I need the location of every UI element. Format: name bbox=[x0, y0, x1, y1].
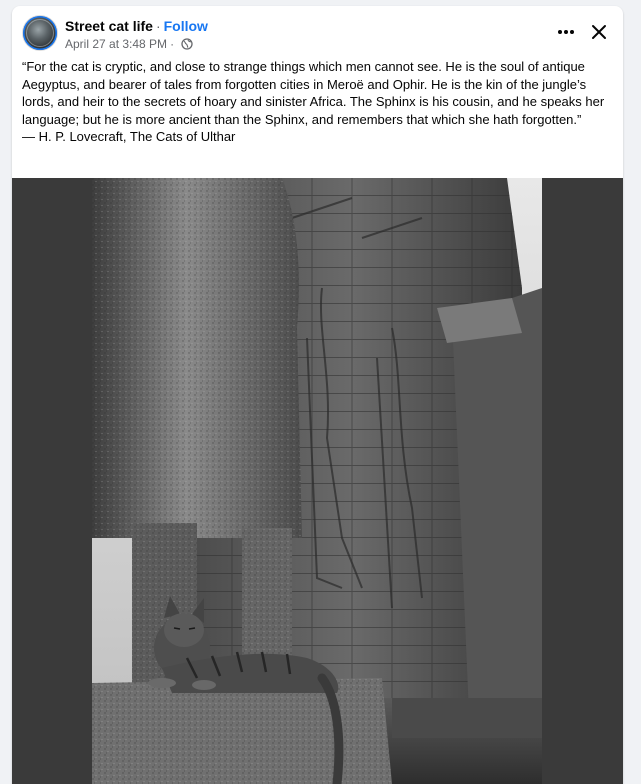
close-icon bbox=[591, 24, 607, 40]
post-timestamp-link[interactable]: April 27 at 3:48 PM bbox=[65, 37, 168, 51]
follow-button[interactable]: Follow bbox=[163, 18, 208, 34]
title-separator: · bbox=[155, 18, 161, 34]
post-caption bbox=[22, 58, 616, 146]
caption-attribution: — H. P. Lovecraft, The Cats of Ulthar bbox=[22, 129, 236, 145]
post-header bbox=[12, 6, 623, 58]
post-meta bbox=[65, 36, 193, 52]
feed-post bbox=[12, 6, 623, 784]
photo-statue-cat bbox=[92, 178, 542, 784]
page-name-link[interactable]: Street cat life bbox=[65, 18, 153, 34]
post-photo[interactable] bbox=[92, 178, 542, 784]
caption-quote: “For the cat is cryptic, and close to strange things which men cannot see. He is the soul of antique Aegyptus, and bearer of tales from forgotten cities in Meroë and Ophir. He is the kin of the jungle’s lords, and heir to the secrets of hoary and sinister Africa. The Sphinx is his cousin, and he speaks her language; but he is more ancient than the Sphinx, and remembers that which she hath forgotten.” bbox=[22, 59, 605, 127]
avatar-cat-thumbnail bbox=[26, 19, 54, 47]
meta-separator: · bbox=[170, 37, 175, 51]
more-options-button[interactable] bbox=[552, 18, 580, 46]
post-media[interactable] bbox=[12, 178, 623, 784]
close-post-button[interactable] bbox=[584, 17, 614, 47]
page-title-line bbox=[65, 17, 208, 35]
globe-icon[interactable] bbox=[181, 38, 193, 50]
more-horizontal-icon bbox=[556, 29, 576, 35]
